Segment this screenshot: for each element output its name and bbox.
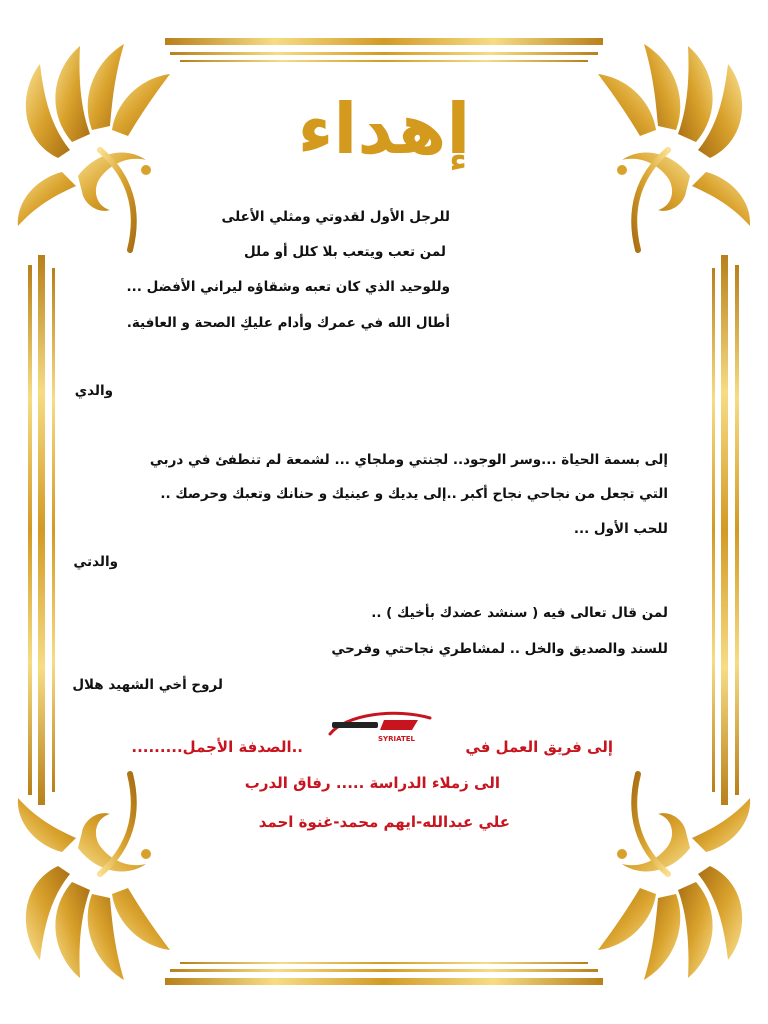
- logo-text: SYRIATEL: [378, 735, 415, 743]
- father-line-1: للرجل الأول لقدوتي ومثلي الأعلى: [221, 209, 450, 225]
- father-line-3: وللوحيد الذي كان تعبه وشقاؤه ليراني الأفضل ...: [126, 279, 450, 295]
- father-line-4: أطال الله في عمرك وأدام عليكِ الصحة و العافية.: [126, 315, 450, 331]
- father-line-2: لمن تعب ويتعب بلا كلل أو ملل: [244, 244, 446, 260]
- team-line-start: إلى فريق العمل في: [465, 738, 613, 756]
- syriatel-logo: [326, 708, 436, 748]
- page-title: إهداء: [297, 88, 471, 170]
- mother-line-1: إلى بسمة الحياة ...وسر الوجود.. لجنتي وملجاي ... لشمعة لم تنطفئ في دربي: [149, 452, 668, 468]
- names-line: علي عبدالله-ايهم محمد-غنوة احمد: [258, 813, 510, 831]
- classmates-line: الى زملاء الدراسة ..... رفاق الدرب: [244, 774, 500, 792]
- team-line-end: ..الصدفة الأجمل.........: [131, 738, 303, 756]
- mother-line-2: التي تجعل من نجاحي نجاح أكبر ..إلى يديك و عينيك و حنانك وتعبك وحرصك ..: [160, 486, 668, 502]
- father-signature: والدي: [74, 383, 113, 399]
- brother-line-1: لمن قال تعالى فيه ( سنشد عضدك بأخيك ) ..: [371, 605, 668, 621]
- brother-line-3: لروح أخي الشهيد هلال: [72, 677, 223, 693]
- mother-signature: والدتي: [73, 554, 118, 570]
- mother-line-3: للحب الأول ...: [573, 521, 668, 537]
- brother-line-2: للسند والصديق والخل .. لمشاطري نجاحتي وفرحي: [331, 641, 668, 657]
